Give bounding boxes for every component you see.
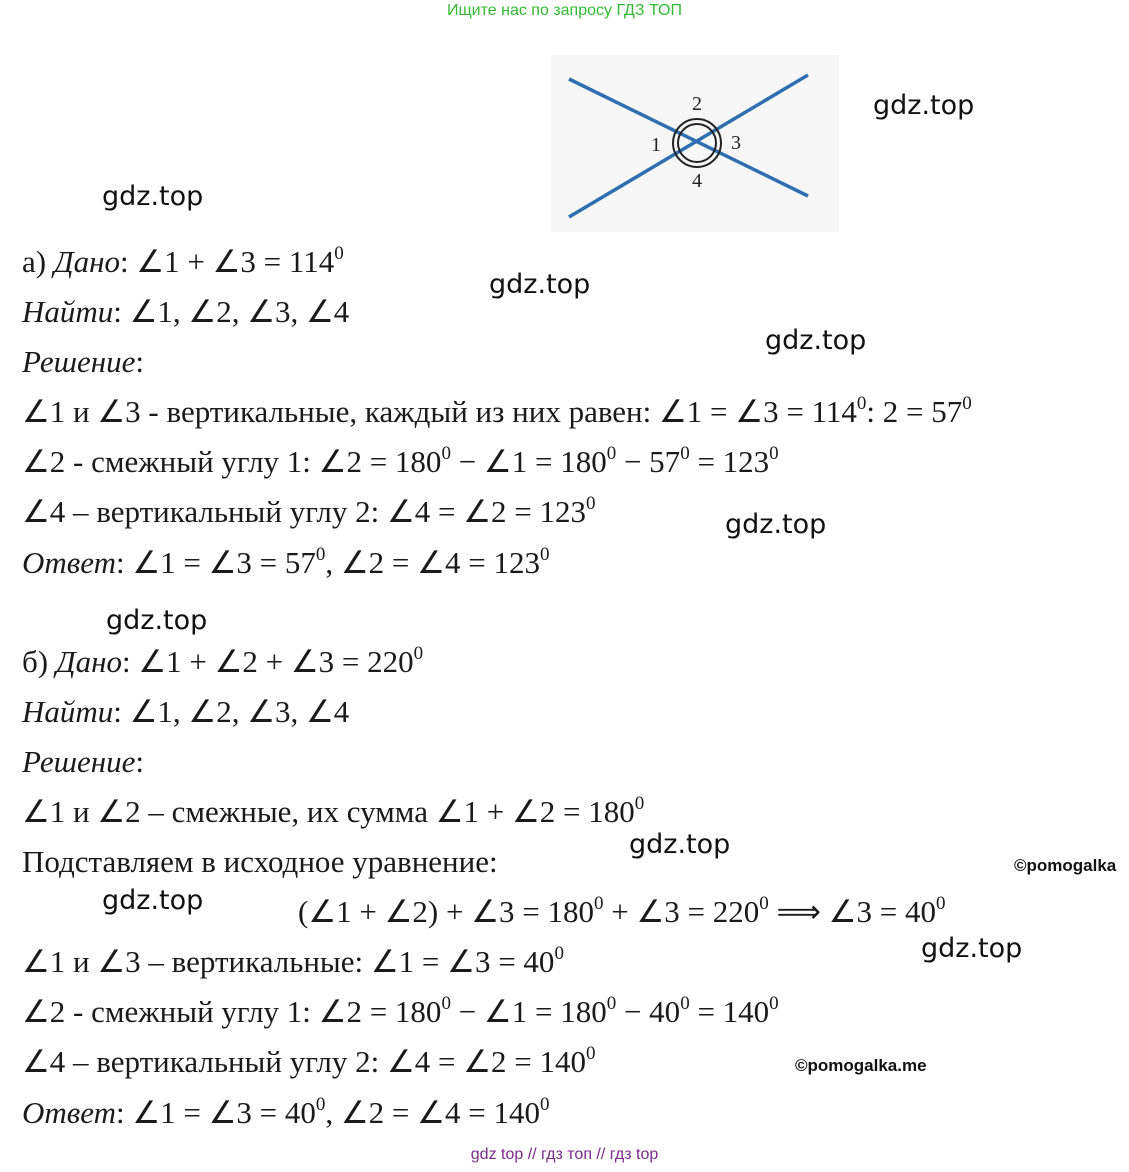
watermark: gdz.top xyxy=(489,269,591,300)
intersecting-lines-figure xyxy=(551,55,839,232)
a-given-line: а) Дано: ∠1 + ∠3 = $114^0$ xyxy=(22,243,344,279)
watermark: gdz.top xyxy=(106,605,208,636)
b-step-5: ∠4 – вертикальный углу 2: ∠4 = ∠2 = $140^0$ xyxy=(22,1043,596,1079)
watermark: gdz.top xyxy=(102,181,204,212)
angle-label-1: 1 xyxy=(651,134,661,156)
b-step-3: ∠1 и ∠3 – вертикальные: ∠1 = ∠3 = $40^0$ xyxy=(22,943,564,979)
b-solution-heading: Решение: xyxy=(22,744,144,779)
footer-links[interactable]: gdz top // гдз топ // гдз top xyxy=(470,1146,659,1163)
watermark: gdz.top xyxy=(765,325,867,356)
a-solution-heading: Решение: xyxy=(22,344,144,379)
watermark: gdz.top xyxy=(725,509,827,540)
watermark: gdz.top xyxy=(102,885,204,916)
watermark: gdz.top xyxy=(873,90,975,121)
b-step-2: Подставляем в исходное уравнение: xyxy=(22,844,498,879)
b-step-4: ∠2 - смежный углу 1: ∠2 = $180^0$ − ∠1 = $180^0 - 40^0 = 140^0$ xyxy=(22,993,779,1029)
copyright-mark: ©pomogalka xyxy=(1014,856,1117,875)
a-step-1: ∠1 и ∠3 - вертикальные, каждый из них равен: ∠1 = ∠3 = $114^0$: $2 = 57^0$ xyxy=(22,393,972,429)
copyright-mark: ©pomogalka.me xyxy=(795,1056,927,1075)
a-find-line: Найти: ∠1, ∠2, ∠3, ∠4 xyxy=(22,294,350,329)
angle-label-4: 4 xyxy=(692,170,702,192)
a-answer-line: Ответ: ∠1 = ∠3 = $57^0$, ∠2 = ∠4 = $123^0$ xyxy=(22,544,550,580)
watermark: gdz.top xyxy=(629,829,731,860)
b-find-line: Найти: ∠1, ∠2, ∠3, ∠4 xyxy=(22,694,350,729)
angle-label-3: 3 xyxy=(731,132,741,154)
b-answer-line: Ответ: ∠1 = ∠3 = $40^0$, ∠2 = ∠4 = $140^0$ xyxy=(22,1094,550,1130)
top-search-link[interactable]: Ищите нас по запросу ГДЗ ТОП xyxy=(447,2,682,19)
watermark: gdz.top xyxy=(921,933,1023,964)
angle-label-2: 2 xyxy=(692,93,702,115)
a-step-3: ∠4 – вертикальный углу 2: ∠4 = ∠2 = $123^0$ xyxy=(22,493,596,529)
b-equation: (∠1 + ∠2) + ∠3 = $180^0$ + ∠3 = $220^0$ ⟹ ∠3 = $40^0$ xyxy=(298,893,946,929)
b-given-line: б) Дано: ∠1 + ∠2 + ∠3 = $220^0$ xyxy=(22,643,424,679)
b-step-1: ∠1 и ∠2 – смежные, их сумма ∠1 + ∠2 = $180^0$ xyxy=(22,793,645,829)
a-step-2: ∠2 - смежный углу 1: ∠2 = $180^0$ − ∠1 = $180^0 - 57^0 = 123^0$ xyxy=(22,443,779,479)
